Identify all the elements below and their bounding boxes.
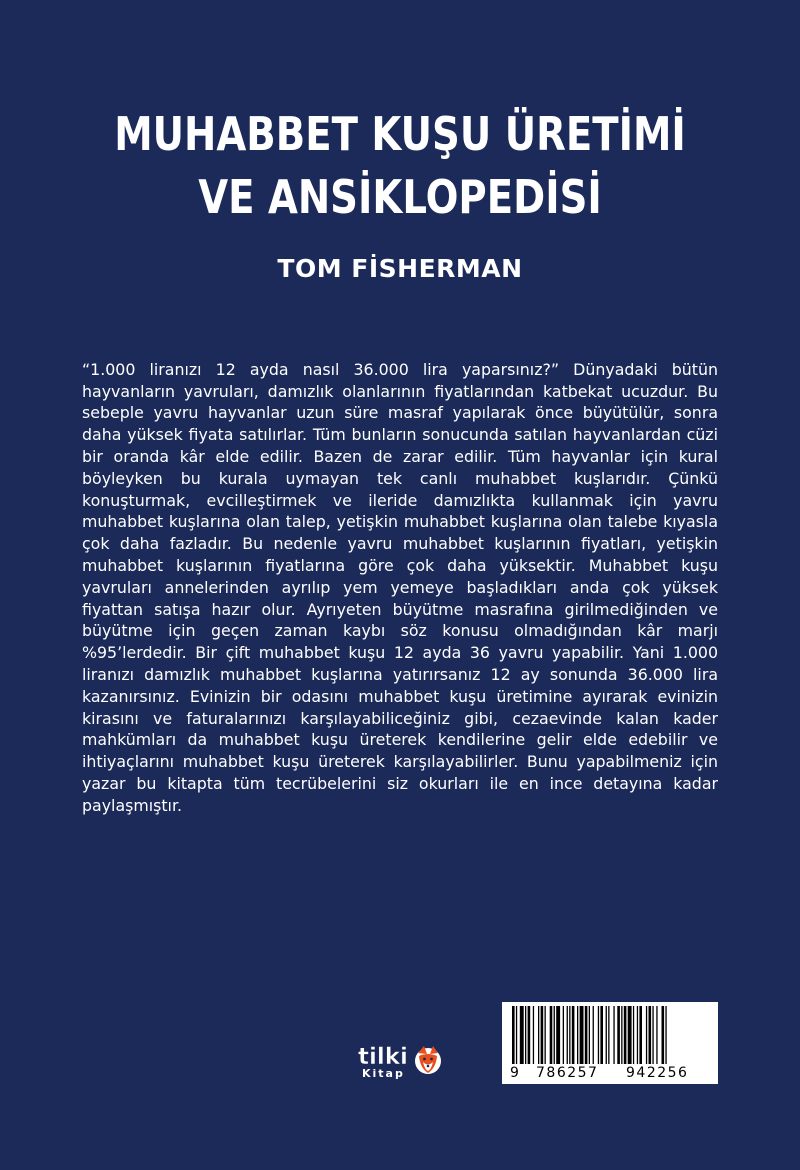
barcode-bar (637, 1006, 638, 1064)
book-title-line-1: MUHABBET KUŞU ÜRETİMİ (114, 107, 686, 161)
barcode-bar (567, 1006, 568, 1064)
barcode-bar (533, 1006, 534, 1064)
barcode-bar (646, 1006, 647, 1064)
barcode-number (502, 1063, 718, 1081)
barcode-bar (608, 1006, 609, 1064)
barcode-bar (621, 1006, 622, 1064)
publisher-logo-graphic (356, 1040, 446, 1080)
barcode-bar (563, 1006, 564, 1064)
barcode-left-digits: 786257 (536, 1065, 599, 1081)
barcode-right-digits: 942256 (626, 1065, 689, 1081)
barcode-bar (538, 1006, 539, 1064)
book-title-line-2: VE ANSİKLOPEDİSİ (198, 170, 602, 224)
barcode-bar (554, 1006, 555, 1064)
back-cover-blurb: “1.000 liranızı 12 ayda nasıl 36.000 lira yaparsınız?” Dünyadaki bütün hayvanların yavruları, damızlık olanlarının fiyatlarından katbekat ucuzdur. Bu sebeple yavru hayvanlar uzun süre masraf yapılarak önce büyütülür, sonra daha yüksek fiyata satılırlar. Tüm bunların sonucunda satılan hayvanlardan cüzi bir oranda kâr elde edilir. Bazen de zarar edilir. Tüm hayvanlar için kural böyleyken bu kurala uymayan tek canlı muhabbet kuşlarıdır. Çünkü konuşturmak, evcilleştirmek ve ileride damızlıkta kullanmak için yavru muhabbet kuşlarına olan talep, yetişkin muhabbet kuşlarına olan talebe kıyasla çok daha fazladır. Bu nedenle yavru muhabbet kuşlarının fiyatları, yetişkin muhabbet kuşlarının fiyatlarına göre çok daha yüksektir. Muhabbet kuşu yavruları annelerinden ayrılıp yem yemeye başladıkları anda çok yüksek fiyattan satışa hazır olur. Ayrıyeten büyütme masrafına girilmediğinden ve büyütme için geçen zaman kaybı söz konusu olmadığından kâr marjı %95’lerdedir. Bir çift muhabbet kuşu 12 ayda 36 yavru yapabilir. Yani 1.000 liranızı damızlık muhabbet kuşlarına yatırırsanız 12 ay sonunda 36.000 lira kazanırsınız. Evinizin bir odasını muhabbet kuşu üretimine ayırarak evinizin kirasını ve faturalarınızı karşılayabiliceğiniz gibi, cezaevinde kalan kader mahkümları da muhabbet kuşu üreterek kendilerine gelir elde edebilir ve ihtiyaçlarını muhabbet kuşu üreterek karşılayabilirler. Bunu yapabilmeniz için yazar bu kitapta tüm tecrübelerini siz okurları ile en ince detayına kadar paylaşmıştır. (82, 359, 718, 815)
barcode-bar (569, 1006, 570, 1064)
barcode-bar (665, 1006, 666, 1064)
barcode-bar (617, 1006, 620, 1064)
barcode-bar (639, 1006, 642, 1064)
barcode-bar (624, 1006, 627, 1064)
publisher-logo (356, 1040, 446, 1080)
barcode-bar (577, 1006, 578, 1064)
barcode-bar (633, 1006, 634, 1064)
barcode-bar (656, 1006, 657, 1064)
logo-word-tilki: tilki (358, 1044, 408, 1070)
barcode-bar (572, 1006, 575, 1064)
barcode-bar (589, 1006, 590, 1064)
barcode-bar (600, 1006, 603, 1064)
barcode-bar (541, 1006, 544, 1064)
barcode-bar (528, 1006, 531, 1064)
fox-icon (415, 1046, 441, 1074)
barcode-bar (525, 1006, 526, 1064)
barcode-bar (598, 1006, 599, 1064)
barcode-bar (512, 1006, 515, 1064)
barcode-bar (652, 1006, 653, 1064)
barcode-bar (662, 1006, 665, 1064)
barcode-bar (613, 1006, 614, 1064)
barcode-bars (502, 1002, 718, 1066)
barcode-bar (606, 1006, 607, 1064)
barcode-first-digit: 9 (510, 1065, 519, 1081)
barcode-bar (545, 1006, 546, 1064)
barcode-bar (649, 1006, 652, 1064)
barcode-bar (516, 1006, 517, 1064)
barcode-bar (593, 1006, 594, 1064)
isbn-barcode (502, 1002, 718, 1084)
author-name: TOM FİSHERMAN (277, 254, 523, 283)
barcode-bar (628, 1006, 632, 1064)
barcode-bar (585, 1006, 588, 1064)
logo-word-kitap: Kitap (362, 1067, 405, 1080)
barcode-bar (520, 1006, 524, 1064)
barcode-bar (556, 1006, 560, 1064)
barcode-bar (550, 1006, 553, 1064)
barcode-bar (580, 1006, 584, 1064)
